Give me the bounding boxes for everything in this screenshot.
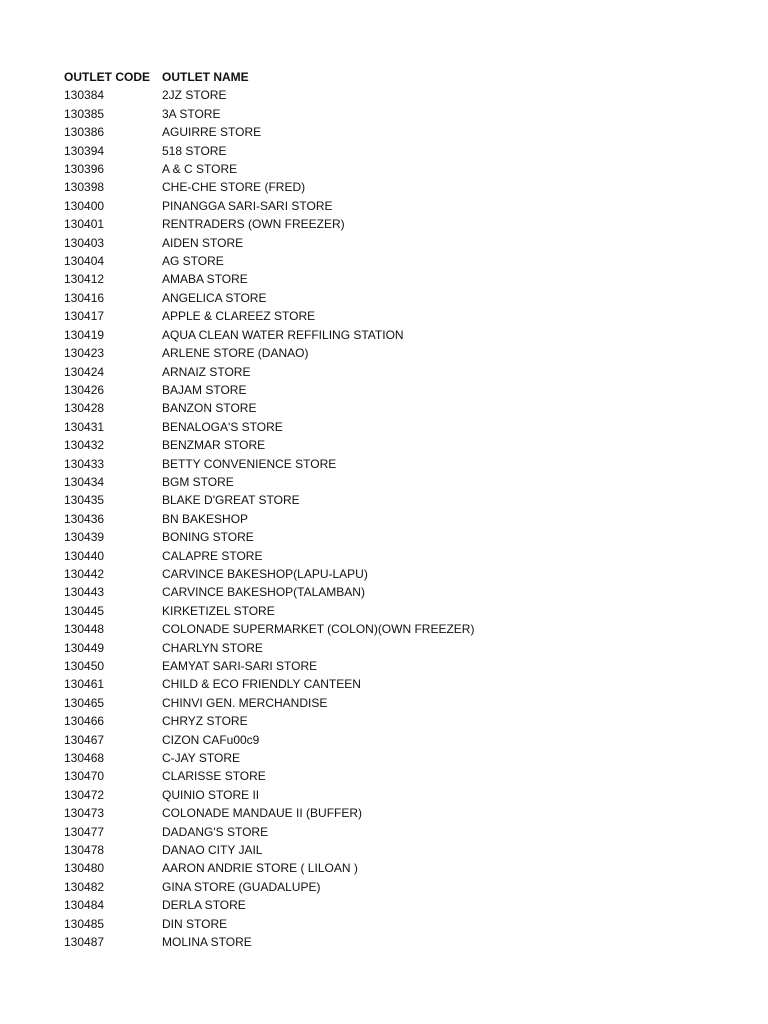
- outlet-name-cell: CHARLYN STORE: [162, 640, 263, 655]
- outlet-name-cell: CHRYZ STORE: [162, 714, 248, 729]
- outlet-code-cell: 130432: [64, 438, 105, 453]
- outlet-name-cell: ARNAIZ STORE: [162, 364, 251, 379]
- table-row: [64, 804, 682, 822]
- outlet-code-cell: 130436: [64, 511, 105, 526]
- outlet-table-body: [64, 86, 682, 951]
- outlet-code-cell: 130431: [64, 419, 105, 434]
- table-row: [64, 123, 682, 141]
- outlet-code-cell: 130465: [64, 695, 105, 710]
- header-row: [64, 68, 682, 86]
- outlet-list-sheet: [64, 68, 704, 952]
- outlet-code-cell: 130484: [64, 898, 105, 913]
- table-row: [64, 197, 682, 215]
- table-row: [64, 270, 682, 288]
- outlet-name-cell: KIRKETIZEL STORE: [162, 603, 275, 618]
- outlet-code-cell: 130403: [64, 235, 105, 250]
- table-row: [64, 399, 682, 417]
- outlet-code-cell: 130440: [64, 548, 105, 563]
- outlet-name-cell: PINANGGA SARI-SARI STORE: [162, 198, 333, 213]
- outlet-name-cell: CHINVI GEN. MERCHANDISE: [162, 695, 328, 710]
- outlet-name-cell: MOLINA STORE: [162, 935, 252, 950]
- table-row: [64, 565, 682, 583]
- outlet-code-header: OUTLET CODE: [64, 70, 150, 84]
- outlet-name-cell: APPLE & CLAREEZ STORE: [162, 309, 316, 324]
- outlet-code-cell: 130398: [64, 180, 105, 195]
- outlet-code-cell: 130424: [64, 364, 105, 379]
- outlet-code-cell: 130480: [64, 861, 105, 876]
- table-row: [64, 344, 682, 362]
- outlet-code-cell: 130485: [64, 916, 105, 931]
- table-row: [64, 436, 682, 454]
- table-row: [64, 915, 682, 933]
- outlet-code-cell: 130412: [64, 272, 105, 287]
- outlet-code-cell: 130400: [64, 198, 105, 213]
- outlet-table: [64, 68, 682, 952]
- outlet-name-header: OUTLET NAME: [162, 70, 249, 84]
- table-row: [64, 767, 682, 785]
- table-row: [64, 289, 682, 307]
- table-row: [64, 215, 682, 233]
- outlet-name-cell: BONING STORE: [162, 530, 254, 545]
- outlet-name-cell: ANGELICA STORE: [162, 290, 267, 305]
- outlet-name-cell: CHE-CHE STORE (FRED): [162, 180, 306, 195]
- outlet-name-cell: BLAKE D'GREAT STORE: [162, 493, 300, 508]
- outlet-code-cell: 130449: [64, 640, 105, 655]
- table-row: [64, 326, 682, 344]
- outlet-name-cell: 518 STORE: [162, 143, 227, 158]
- outlet-name-cell: DANAO CITY JAIL: [162, 843, 263, 858]
- outlet-code-cell: 130404: [64, 254, 105, 269]
- outlet-name-cell: AG STORE: [162, 254, 224, 269]
- table-row: [64, 675, 682, 693]
- table-row: [64, 105, 682, 123]
- outlet-name-cell: BENZMAR STORE: [162, 438, 266, 453]
- table-row: [64, 418, 682, 436]
- outlet-code-cell: 130385: [64, 106, 105, 121]
- table-row: [64, 178, 682, 196]
- table-row: [64, 841, 682, 859]
- outlet-name-cell: CARVINCE BAKESHOP(TALAMBAN): [162, 585, 365, 600]
- outlet-code-cell: 130467: [64, 732, 105, 747]
- outlet-name-cell: BN BAKESHOP: [162, 511, 249, 526]
- outlet-code-cell: 130487: [64, 935, 105, 950]
- outlet-code-cell: 130439: [64, 530, 105, 545]
- table-row: [64, 528, 682, 546]
- outlet-name-cell: CARVINCE BAKESHOP(LAPU-LAPU): [162, 566, 368, 581]
- outlet-code-cell: 130433: [64, 456, 105, 471]
- outlet-name-cell: QUINIO STORE II: [162, 787, 260, 802]
- outlet-name-cell: RENTRADERS (OWN FREEZER): [162, 217, 345, 232]
- outlet-name-cell: DERLA STORE: [162, 898, 246, 913]
- table-row: [64, 602, 682, 620]
- outlet-code-cell: 130396: [64, 162, 105, 177]
- outlet-code-cell: 130468: [64, 751, 105, 766]
- table-row: [64, 823, 682, 841]
- table-row: [64, 620, 682, 638]
- outlet-name-cell: AGUIRRE STORE: [162, 125, 262, 140]
- outlet-code-cell: 130478: [64, 843, 105, 858]
- outlet-code-cell: 130401: [64, 217, 105, 232]
- table-row: [64, 859, 682, 877]
- outlet-code-cell: 130482: [64, 879, 105, 894]
- outlet-name-cell: BETTY CONVENIENCE STORE: [162, 456, 337, 471]
- table-row: [64, 896, 682, 914]
- outlet-code-cell: 130443: [64, 585, 105, 600]
- outlet-name-cell: COLONADE MANDAUE II (BUFFER): [162, 806, 363, 821]
- outlet-code-cell: 130445: [64, 603, 105, 618]
- table-row: [64, 731, 682, 749]
- table-row: [64, 583, 682, 601]
- table-row: [64, 142, 682, 160]
- table-row: [64, 712, 682, 730]
- outlet-code-cell: 130419: [64, 327, 105, 342]
- outlet-code-cell: 130473: [64, 806, 105, 821]
- outlet-name-cell: BENALOGA'S STORE: [162, 419, 283, 434]
- outlet-code-cell: 130470: [64, 769, 105, 784]
- outlet-name-cell: COLONADE SUPERMARKET (COLON)(OWN FREEZER): [162, 622, 475, 637]
- outlet-name-cell: CHILD & ECO FRIENDLY CANTEEN: [162, 677, 361, 692]
- outlet-code-cell: 130461: [64, 677, 105, 692]
- outlet-name-cell: 2JZ STORE: [162, 88, 227, 103]
- outlet-name-cell: AMABA STORE: [162, 272, 248, 287]
- outlet-name-cell: AIDEN STORE: [162, 235, 244, 250]
- outlet-code-cell: 130472: [64, 787, 105, 802]
- outlet-code-cell: 130435: [64, 493, 105, 508]
- table-row: [64, 473, 682, 491]
- outlet-code-cell: 130428: [64, 401, 105, 416]
- table-row: [64, 455, 682, 473]
- outlet-name-cell: AARON ANDRIE STORE ( LILOAN ): [162, 861, 358, 876]
- table-row: [64, 363, 682, 381]
- outlet-code-cell: 130477: [64, 824, 105, 839]
- outlet-name-cell: CLARISSE STORE: [162, 769, 266, 784]
- table-row: [64, 381, 682, 399]
- outlet-name-cell: DIN STORE: [162, 916, 228, 931]
- outlet-name-cell: C-JAY STORE: [162, 751, 241, 766]
- outlet-code-cell: 130384: [64, 88, 105, 103]
- table-row: [64, 878, 682, 896]
- outlet-name-cell: ARLENE STORE (DANAO): [162, 346, 309, 361]
- table-row: [64, 491, 682, 509]
- outlet-name-cell: 3A STORE: [162, 106, 221, 121]
- outlet-name-cell: CALAPRE STORE: [162, 548, 263, 563]
- outlet-name-cell: DADANG'S STORE: [162, 824, 269, 839]
- outlet-name-cell: BAJAM STORE: [162, 382, 247, 397]
- table-row: [64, 547, 682, 565]
- table-row: [64, 749, 682, 767]
- table-row: [64, 86, 682, 104]
- outlet-code-cell: 130394: [64, 143, 105, 158]
- table-row: [64, 639, 682, 657]
- outlet-name-cell: BGM STORE: [162, 474, 234, 489]
- outlet-name-cell: AQUA CLEAN WATER REFFILING STATION: [162, 327, 404, 342]
- table-row: [64, 234, 682, 252]
- outlet-name-cell: A & C STORE: [162, 162, 238, 177]
- outlet-code-cell: 130426: [64, 382, 105, 397]
- table-row: [64, 933, 682, 951]
- outlet-code-cell: 130466: [64, 714, 105, 729]
- table-row: [64, 252, 682, 270]
- outlet-code-cell: 130423: [64, 346, 105, 361]
- outlet-name-cell: BANZON STORE: [162, 401, 257, 416]
- outlet-code-cell: 130450: [64, 659, 105, 673]
- outlet-code-cell: 130386: [64, 125, 105, 140]
- outlet-name-cell: EAMYAT SARI-SARI STORE: [162, 659, 318, 673]
- outlet-code-cell: 130434: [64, 474, 105, 489]
- outlet-name-cell: GINA STORE (GUADALUPE): [162, 879, 321, 894]
- table-row: [64, 786, 682, 804]
- outlet-code-cell: 130416: [64, 290, 105, 305]
- table-row: [64, 510, 682, 528]
- outlet-code-cell: 130417: [64, 309, 105, 324]
- table-row: [64, 694, 682, 712]
- table-row: [64, 160, 682, 178]
- outlet-code-cell: 130442: [64, 566, 105, 581]
- table-row: [64, 657, 682, 675]
- table-row: [64, 307, 682, 325]
- outlet-name-cell: CIZON CAFu00c9: [162, 732, 260, 747]
- outlet-code-cell: 130448: [64, 622, 105, 637]
